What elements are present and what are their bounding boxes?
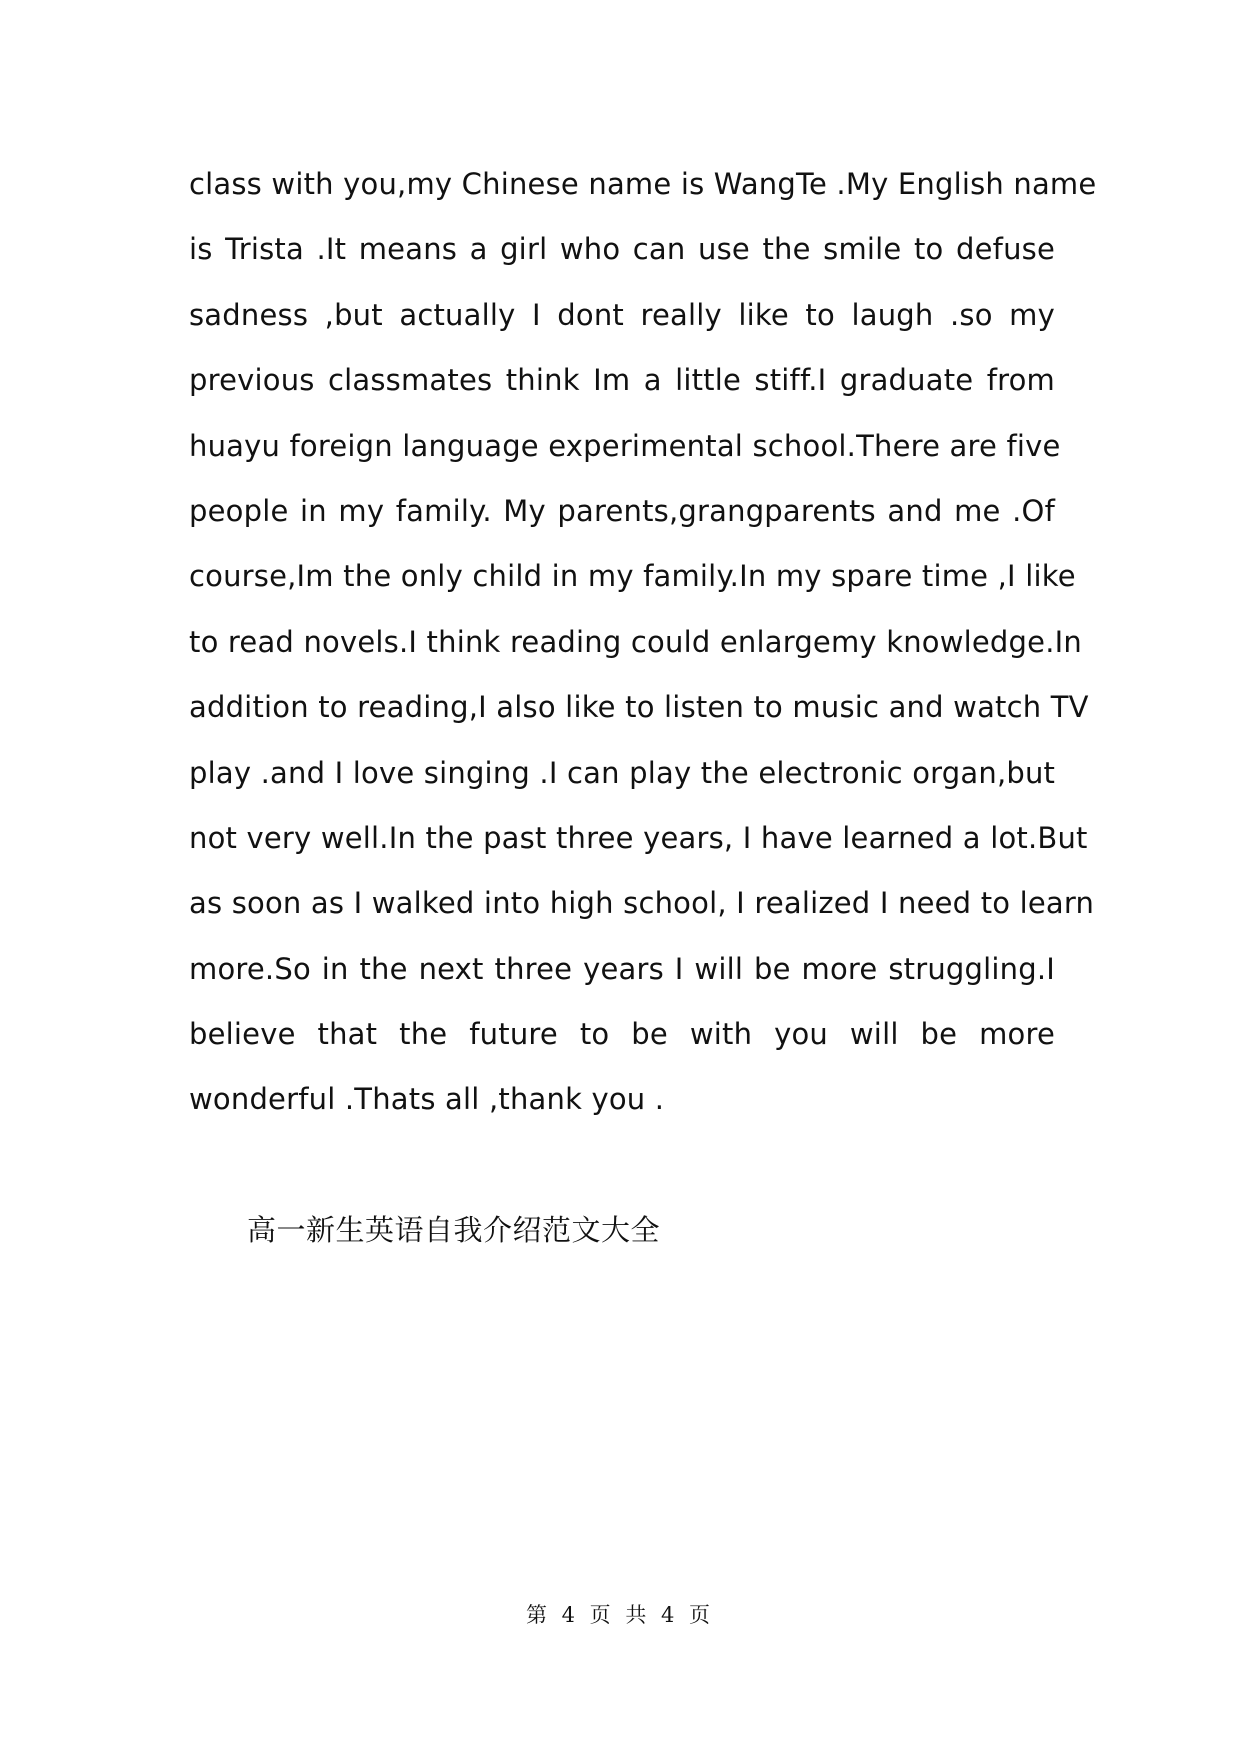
section-heading: 高一新生英语自我介绍范文大全: [247, 1213, 661, 1247]
paragraph-line: to read novels.I think reading could enlargemy knowledge.In: [189, 624, 1082, 659]
paragraph-line: play .and I love singing .I can play the electronic organ,but: [189, 755, 1056, 790]
paragraph-line: sadness ,but actually I dont really like to laugh .so my: [189, 297, 1055, 332]
body-paragraph: [189, 152, 1097, 1133]
paragraph-line: is Trista .It means a girl who can use the smile to defuse: [189, 232, 1055, 267]
paragraph-line: course,Im the only child in my family.In my spare time ,I like: [189, 559, 1076, 594]
paragraph-line: people in my family. My parents,grangparents and me .Of: [189, 493, 1055, 528]
paragraph-line: as soon as I walked into high school, I realized I need to learn: [189, 886, 1095, 921]
paragraph-line: more.So in the next three years I will be more struggling.I: [189, 951, 1055, 986]
paragraph-line: addition to reading,I also like to listen to music and watch TV: [189, 690, 1089, 725]
paragraph-line: believe that the future to be with you will be more: [189, 1017, 1055, 1052]
paragraph-line: class with you,my Chinese name is WangTe .My English name: [189, 167, 1097, 201]
page-footer: 第 4 页 共 4 页: [525, 1603, 715, 1627]
paragraph-line: previous classmates think Im a little stiff.I graduate from: [189, 363, 1055, 398]
paragraph-line: huayu foreign language experimental school.There are five: [189, 428, 1061, 463]
paragraph-line: wonderful .Thats all ,thank you .: [189, 1082, 665, 1117]
paragraph-line: not very well.In the past three years, I have learned a lot.But: [189, 820, 1088, 855]
